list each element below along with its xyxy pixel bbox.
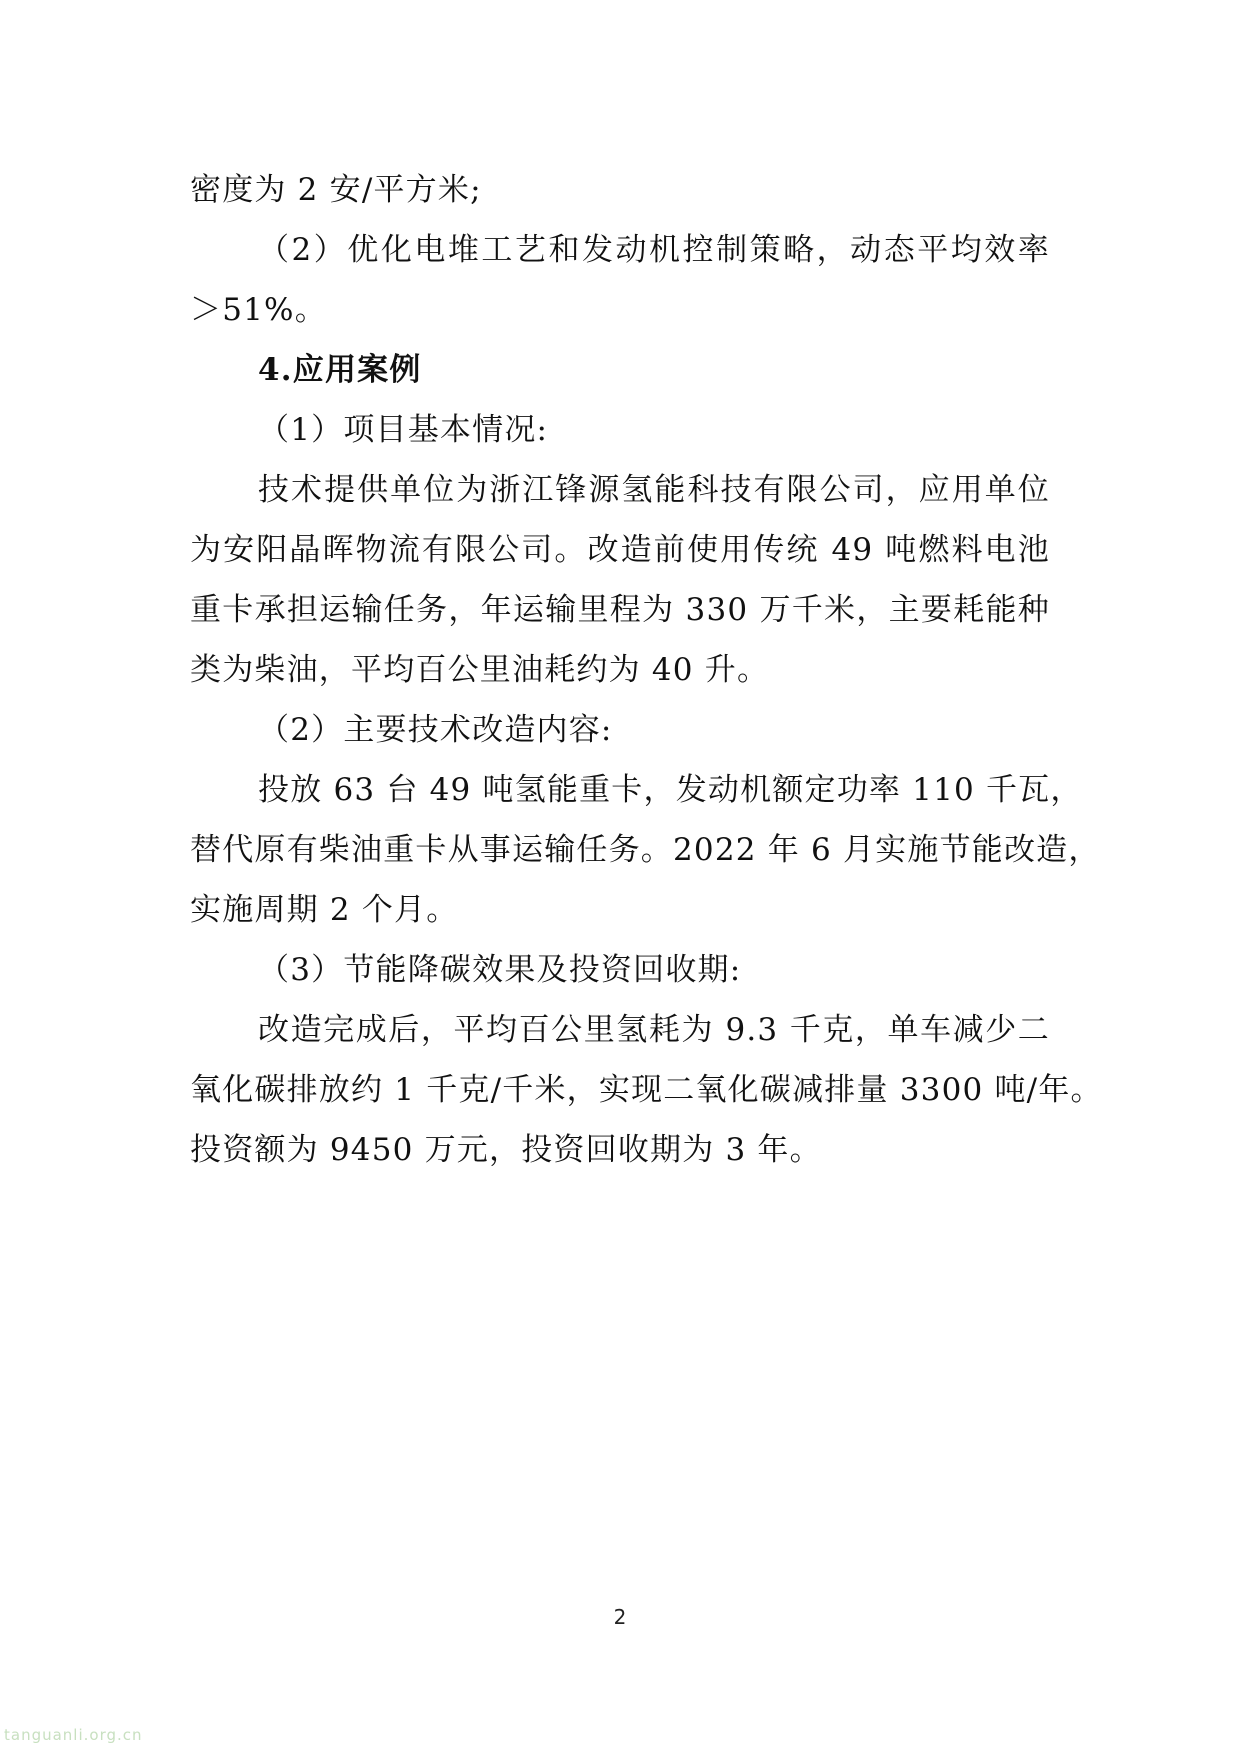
subsection-heading: （3）节能降碳效果及投资回收期: — [258, 952, 742, 988]
section-heading: 4.应用案例 — [258, 352, 422, 388]
page-number: 2 — [613, 1605, 627, 1629]
text-line: 类为柴油，平均百公里油耗约为 40 升。 — [190, 652, 770, 688]
text-line: 技术提供单位为浙江锋源氢能科技有限公司，应用单位 — [258, 472, 1050, 508]
text-line: 实施周期 2 个月。 — [190, 892, 459, 928]
text-line: （2）优化电堆工艺和发动机控制策略，动态平均效率 — [258, 232, 1050, 268]
subsection-heading: （2）主要技术改造内容: — [258, 712, 613, 748]
text-line: 投放 63 台 49 吨氢能重卡，发动机额定功率 110 千瓦， — [258, 772, 1083, 808]
text-line: 氧化碳排放约 1 千克/千米，实现二氧化碳减排量 3300 吨/年。 — [190, 1072, 1103, 1108]
text-line: ＞51%。 — [190, 292, 327, 328]
document-body — [190, 160, 1103, 1180]
text-line: 为安阳晶晖物流有限公司。改造前使用传统 49 吨燃料电池 — [190, 532, 1050, 568]
text-line: 重卡承担运输任务，年运输里程为 330 万千米，主要耗能种 — [190, 592, 1050, 628]
text-line: 改造完成后，平均百公里氢耗为 9.3 千克，单车减少二 — [258, 1012, 1050, 1048]
text-line: 替代原有柴油重卡从事运输任务。2022 年 6 月实施节能改造， — [190, 832, 1101, 868]
text-line: 投资额为 9450 万元，投资回收期为 3 年。 — [190, 1132, 822, 1168]
subsection-heading: （1）项目基本情况: — [258, 412, 549, 448]
text-line: 密度为 2 安/平方米; — [190, 172, 482, 208]
watermark: tanguanli.org.cn — [4, 1726, 143, 1744]
